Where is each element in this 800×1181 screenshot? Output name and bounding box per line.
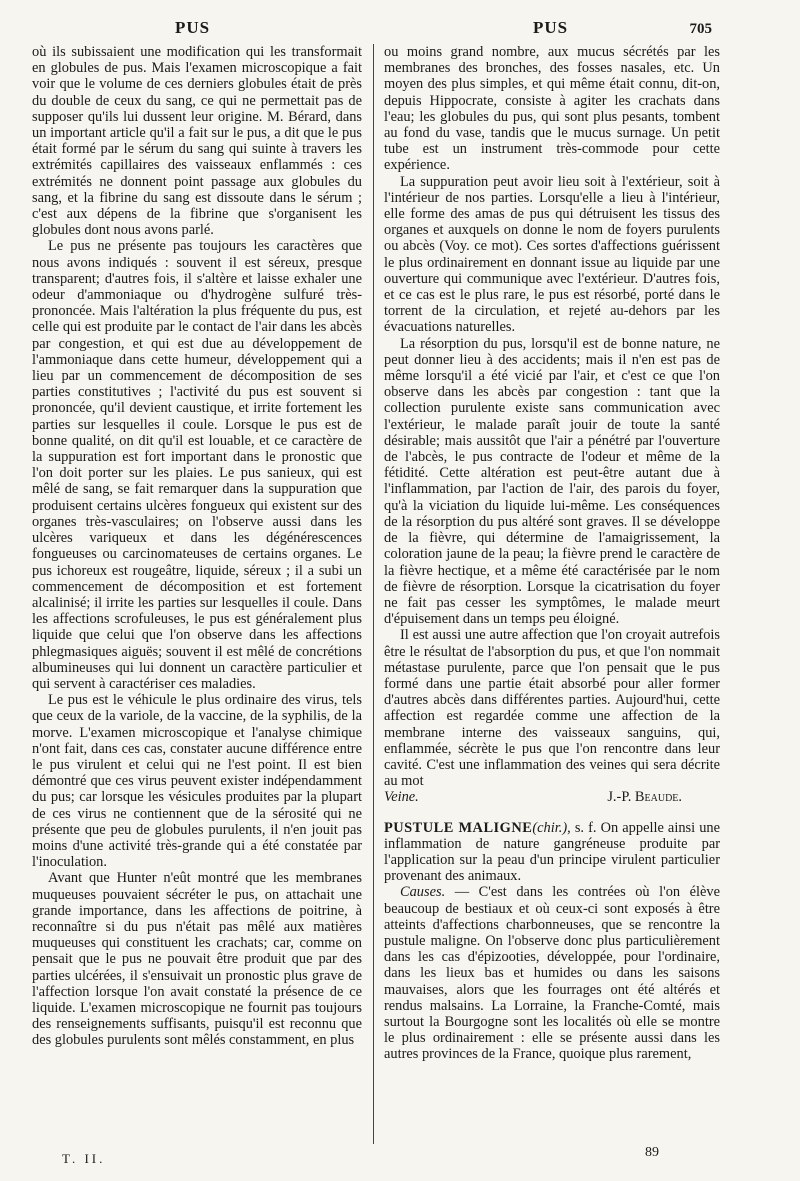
author-signature: J.-P. Beaude. [607, 789, 682, 806]
paragraph: La suppuration peut avoir lieu soit à l'extérieur, soit à l'intérieur de nos parties. Lorsqu'elle a lieu à l'intérieur, elle forme des amas de pus qui détruisent les tissus des organes et auxquels on donne le nom de foyers purulents ou abcès (Voy. ce mot). Ces sortes d'affections guérissent le plus ordinairement en donnant issue au liquide par une ouverture qui communique avec l'extérieur. D'autres fois, et ce cas est le plus rare, le pus est résorbé, porté dans le torrent de la circulation, et rejeté au-dehors par les évacuations naturelles. [384, 173, 720, 336]
entry-domain: (chir.) [532, 819, 568, 836]
causes-paragraph [384, 884, 720, 1062]
entry-headword: PUSTULE MALIGNE [384, 819, 533, 836]
causes-label: Causes. [400, 884, 446, 901]
column-divider [373, 44, 374, 1144]
cross-reference: Veine. [384, 789, 419, 806]
paragraph: Le pus est le véhicule le plus ordinaire des virus, tels que ceux de la variole, de la vaccine, de la syphilis, de la morve. L'examen microscopique et l'analyse chimique n'ont fait, dans ces cas, constater aucune différence entre le pus virulent et celui qui ne l'est point. Il est bien démontré que ces virus peuvent exister indépendamment du pus; car lorsque les vésicules produites par la plupart de ces virus ne contiennent que de la sérosité qui ne présente que peu de globules purulents, il n'en jouit pas moins d'une activité très-grande qui a été constatée par l'inoculation. [32, 692, 362, 871]
entry-definition [384, 820, 720, 885]
paragraph: ou moins grand nombre, aux mucus sécrétés par les membranes des bronches, des fosses nasales, etc. Un moyen des plus simples, et qui même était connu, dit-on, depuis Hippocrate, consiste à agiter les crachats dans l'eau; les globules du pus, qui sont plus pesants, tombent au fond du vase, tandis que le mucus surnage. Un petit tube est un instrument très-commode pour cette expérience. [384, 44, 720, 174]
paragraph: où ils subissaient une modification qui les transformait en globules de pus. Mais l'examen microscopique a fait voir que le volume de ces derniers globules était de près du double de ceux du sang, ce qui ne permettait pas de supposer qu'ils lui dussent leur origine. M. Bérard, dans un important article qu'il a fait sur le pus, a dit que le pus était formé par le sérum du sang qui suinte à travers les extrémités capillaires des vaisseaux enflammés : ces extrémités ne donnent point passage aux globules du sang, et la fibrine du sang est dissoute dans le sérum ; c'est aux dépens de la fibrine que s'organisent les globules dont nous avons parlé. [32, 44, 362, 239]
right-column [384, 44, 720, 1063]
running-head-left: PUS [175, 18, 211, 37]
signature-mark: T. II. [62, 1151, 106, 1166]
entry-definition-text: , s. f. On appelle ainsi une inflammation de nature gangréneuse produite par l'application sur la peau d'un principe virulent particulier provenant des animaux. [384, 819, 720, 885]
causes-text: — C'est dans les contrées où l'on élève beaucoup de bestiaux et où ceux-ci sont exposés à être atteints d'affections charbonneuses, que se rencontre la pustule maligne. On l'observe donc plus particulièrement dans les cas d'épizooties, développée, pour l'ordinaire, dans les lieux bas et humides ou dans les saisons mauvaises, alors que les fourrages ont été altérés et rendus malsains. La Lorraine, la Franche-Comté, mais surtout la Bourgogne sont les localités où elle se montre le plus ordinairement : elle se présente aussi dans les autres provinces de la France, quoique plus rarement, [384, 884, 720, 1063]
article-signature-row [384, 789, 720, 805]
dictionary-entry [384, 820, 720, 1063]
page-number: 705 [689, 21, 712, 37]
running-head-right: PUS [533, 18, 569, 37]
paragraph: La résorption du pus, lorsqu'il est de bonne nature, ne peut donner lieu à des accidents; mais il n'en est pas de même lorsqu'il a été vicié par l'air, et c'est ce que l'on observe dans les abcès par congestion : tant que la collection purulente existe sans communication avec l'extérieur, le malade paraît jouir de toute la santé désirable; mais aussitôt que l'air a pénétré par l'ouverture de l'abcès, le pus contracte de l'odeur et même de la fétidité. Cette altération est peut-être autant due à l'inflammation, par l'action de l'air, des parois du foyer, qu'à la viciation du liquide lui-même. Les conséquences de la résorption du pus altéré sont graves. Il se développe de la fièvre, qui détermine de l'amaigrissement, la coloration jaune de la peau; la fièvre prend le caractère de la fièvre hectique, et a même été caractérisée par le nom de fièvre de résorption. Lorsque la cicatrisation du foyer ne fait pas cesser les symptômes, le malade meurt d'épuisement dans un temps peu éloigné. [384, 335, 720, 628]
paragraph: Il est aussi une autre affection que l'on croyait autrefois être le résultat de l'absorption du pus, et que l'on nommait métastase purulente, parce que l'on pensait que le pus formé dans une partie était absorbé pour aller former d'autres abcès dans différentes parties. Aujourd'hui, cette affection est regardée comme une affection de la membrane interne des vaisseaux sanguins, qui, enflammée, sécrète le pus que l'on rencontre dans leur cavité. C'est une inflammation des veines qui sera décrite au mot [384, 627, 720, 790]
paragraph: Avant que Hunter n'eût montré que les membranes muqueuses pouvaient sécréter le pus, on attachait une grande importance, dans les affections de poitrine, à reconnaître si du pus n'était pas mêlé aux matières muqueuses qui constituent les crachats; car, comme on pensait que le pus ne pouvait être produit que par des parties ulcérées, il s'ensuivait un pronostic plus grave de l'affection lorsque l'on avait constaté la présence de ce liquide. L'examen microscopique ne fournit pas toujours des renseignements suffisants, puisqu'il est reconnu que des globules purulents sont mêlés constamment, en plus [32, 870, 362, 1049]
left-column [32, 44, 362, 1049]
paragraph: Le pus ne présente pas toujours les caractères que nous avons indiqués : souvent il est séreux, presque transparent; d'autres fois, il s'altère et laisse exhaler une odeur d'ammoniaque ou d'hydrogène sulfuré très-prononcée. Mais l'altération la plus fréquente du pus, est celle qui est produite par le contact de l'air dans les abcès par congestion, et qui est due au développement de l'ammoniaque dans cette humeur, développement qui a lieu par un commencement de décomposition de ses parties constitutives ; l'activité du pus est souvent si prononcée, qu'il devient caustique, et irrite fortement les parties sur lesquelles il coule. Lorsque le pus est de bonne qualité, on dit qu'il est louable, et ce caractère de la suppuration est fort important dans le pronostic que l'on doit porter sur les plaies. Le pus sanieux, qui est mêlé de sang, se fait remarquer dans la suppuration que produisent certains ulcères fongueux qui existent sur des organes très-vasculaires; on l'observe aussi dans les ulcères variqueux et dans les dégénérescences fongueuses ou carcinomateuses de certains organes. Le pus ichoreux est rougeâtre, liquide, séreux ; il a subi un commencement de décomposition et est fortement alcalinisé; il irrite les parties sur lesquelles il coule. Dans les affections scrofuleuses, le pus est généralement plus liquide que celui que l'on observe dans les affections phlegmasiques aiguës; souvent il est mêlé de concrétions albumineuses qui lui donnent un caractère particulier et qui servent à caractériser ces maladies. [32, 238, 362, 692]
gathering-number: 89 [645, 1145, 659, 1160]
